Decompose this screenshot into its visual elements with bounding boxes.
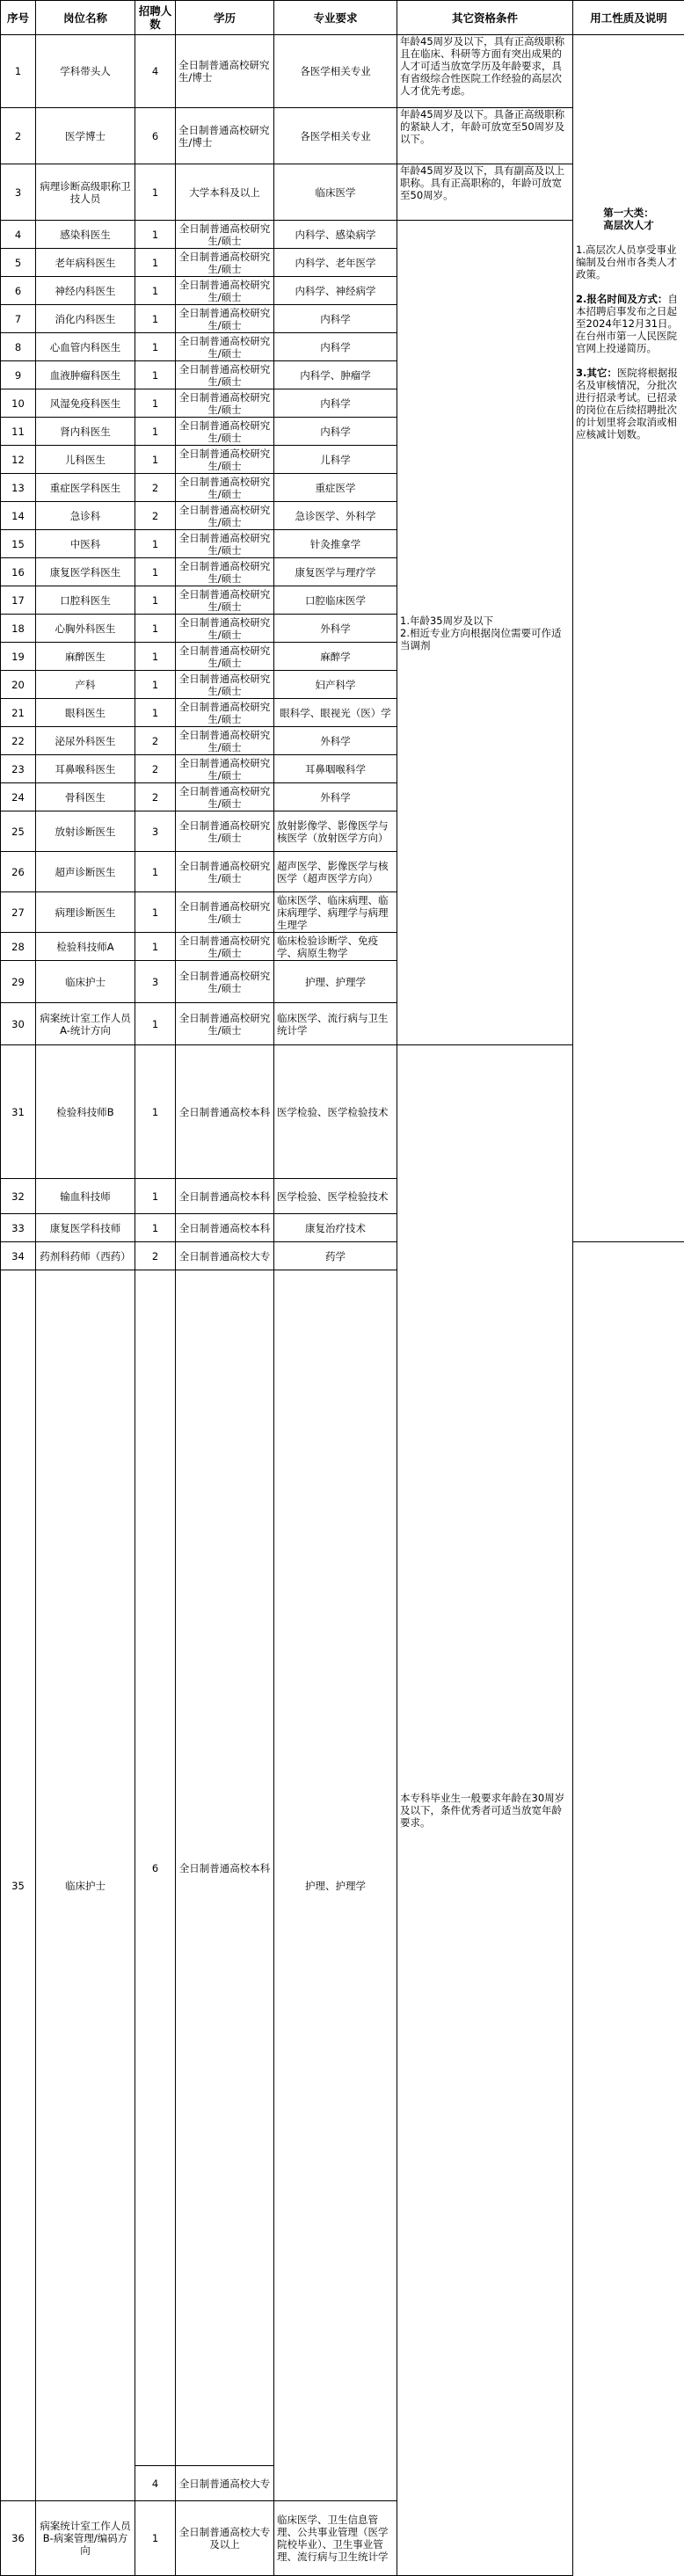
header-count: 招聘人数 xyxy=(135,1,176,35)
cell-edu: 全日制普通高校研究生/硕士 xyxy=(176,221,274,249)
cell-edu: 全日制普通高校研究生/硕士 xyxy=(176,446,274,474)
cell-count: 1 xyxy=(135,418,176,446)
cell-seq: 1 xyxy=(1,35,36,108)
cell-count: 1 xyxy=(135,671,176,699)
cell-seq: 25 xyxy=(1,811,36,852)
cell-count: 1 xyxy=(135,586,176,615)
cell-count: 1 xyxy=(135,892,176,933)
cell-edu: 全日制普通高校研究生/硕士 xyxy=(176,755,274,783)
cell-seq: 12 xyxy=(1,446,36,474)
cell-count: 1 xyxy=(135,852,176,892)
cell-name: 康复医学科医生 xyxy=(36,558,135,586)
cell-edu: 全日制普通高校研究生/硕士 xyxy=(176,727,274,755)
note-category-1 xyxy=(573,35,684,1242)
cell-edu: 全日制普通高校研究生/硕士 xyxy=(176,615,274,643)
cell-major: 医学检验、医学检验技术 xyxy=(274,1045,397,1179)
cell-seq: 4 xyxy=(1,221,36,249)
cell-name: 血液肿瘤科医生 xyxy=(36,361,135,389)
cell-seq: 7 xyxy=(1,305,36,333)
cell-name: 输血科技师 xyxy=(36,1179,135,1214)
cell-major: 麻醉学 xyxy=(274,643,397,671)
note-cat1-title: 第一大类： 高层次人才 xyxy=(576,207,681,231)
cell-edu: 全日制普通高校研究生/硕士 xyxy=(176,892,274,933)
cell-major: 内科学、感染病学 xyxy=(274,221,397,249)
cell-other: 年龄45周岁及以下，具有副高及以上职称。具有正高职称的，年龄可放宽至50周岁。 xyxy=(397,164,573,221)
cell-count: 1 xyxy=(135,643,176,671)
cell-count: 1 xyxy=(135,249,176,277)
note-cat1-p3-text: 医院将根据报名及审核情况，分批次进行招录考试。已招录的岗位在后续招聘批次的计划里将会取消或相应核减计划数。 xyxy=(576,367,678,440)
cell-edu: 全日制普通高校本科 xyxy=(176,1270,274,2466)
cell-name: 麻醉医生 xyxy=(36,643,135,671)
cell-major: 内科学、神经病学 xyxy=(274,277,397,305)
cell-name: 康复医学科技师 xyxy=(36,1214,135,1242)
note-cat1-p2-label: 2.报名时间及方式： xyxy=(576,293,667,305)
cell-name: 儿科医生 xyxy=(36,446,135,474)
cell-seq: 30 xyxy=(1,1003,36,1045)
cell-edu: 全日制普通高校研究生/硕士 xyxy=(176,933,274,961)
cell-count: 1 xyxy=(135,389,176,418)
cell-edu: 全日制普通高校大专及以上 xyxy=(176,2501,274,2576)
cell-count: 3 xyxy=(135,961,176,1003)
cell-seq: 10 xyxy=(1,389,36,418)
cell-name: 学科带头人 xyxy=(36,35,135,108)
cell-edu: 全日制普通高校研究生/硕士 xyxy=(176,783,274,811)
cell-seq: 20 xyxy=(1,671,36,699)
cell-name: 口腔科医生 xyxy=(36,586,135,615)
cell-count: 1 xyxy=(135,1214,176,1242)
cell-name: 产科 xyxy=(36,671,135,699)
cell-seq: 13 xyxy=(1,474,36,502)
cell-seq: 31 xyxy=(1,1045,36,1179)
cell-edu: 全日制普通高校研究生/硕士 xyxy=(176,305,274,333)
cell-name: 泌尿外科医生 xyxy=(36,727,135,755)
cell-count: 1 xyxy=(135,446,176,474)
cell-major: 各医学相关专业 xyxy=(274,35,397,108)
cell-major: 护理、护理学 xyxy=(274,1270,397,2501)
cell-count: 1 xyxy=(135,1003,176,1045)
cell-edu: 全日制普通高校研究生/硕士 xyxy=(176,852,274,892)
header-major: 专业要求 xyxy=(274,1,397,35)
cell-edu: 全日制普通高校研究生/硕士 xyxy=(176,811,274,852)
cell-name: 肾内科医生 xyxy=(36,418,135,446)
cell-name: 心血管内科医生 xyxy=(36,333,135,361)
cell-edu: 全日制普通高校研究生/硕士 xyxy=(176,671,274,699)
cell-edu: 全日制普通高校研究生/硕士 xyxy=(176,389,274,418)
cell-count: 1 xyxy=(135,333,176,361)
cell-count: 2 xyxy=(135,783,176,811)
cell-major: 放射影像学、影像医学与核医学（放射医学方向） xyxy=(274,811,397,852)
cell-name: 药剂科药师（西药） xyxy=(36,1242,135,1270)
header-nature: 用工性质及说明 xyxy=(573,1,684,35)
cell-seq: 35 xyxy=(1,1270,36,2501)
cell-major: 内科学、肿瘤学 xyxy=(274,361,397,389)
cell-seq: 18 xyxy=(1,615,36,643)
cell-major: 口腔临床医学 xyxy=(274,586,397,615)
cell-name: 消化内科医生 xyxy=(36,305,135,333)
cell-major: 重症医学 xyxy=(274,474,397,502)
cell-seq: 6 xyxy=(1,277,36,305)
note-cat1-p2-text: 自本招聘启事发布之日起至2024年12月31日。在台州市第一人民医院官网上投递简历。 xyxy=(576,293,678,354)
cell-name: 风湿免疫科医生 xyxy=(36,389,135,418)
table-row xyxy=(1,2501,684,2576)
cell-name: 放射诊断医生 xyxy=(36,811,135,852)
header-edu: 学历 xyxy=(176,1,274,35)
cell-count: 2 xyxy=(135,502,176,530)
cell-major: 药学 xyxy=(274,1242,397,1270)
cell-edu: 全日制普通高校大专 xyxy=(176,2466,274,2501)
cell-name: 骨科医生 xyxy=(36,783,135,811)
header-other: 其它资格条件 xyxy=(397,1,573,35)
cell-count: 4 xyxy=(135,35,176,108)
note-cat1-p3 xyxy=(576,367,681,440)
cell-edu: 全日制普通高校研究生/硕士 xyxy=(176,277,274,305)
cell-edu: 全日制普通高校大专 xyxy=(176,1242,274,1270)
cell-edu: 全日制普通高校本科 xyxy=(176,1045,274,1179)
cell-edu: 全日制普通高校研究生/博士 xyxy=(176,108,274,164)
cell-seq: 24 xyxy=(1,783,36,811)
cell-count: 3 xyxy=(135,811,176,852)
cell-count: 2 xyxy=(135,474,176,502)
cell-seq: 15 xyxy=(1,530,36,558)
cell-name: 耳鼻喉科医生 xyxy=(36,755,135,783)
cell-seq: 27 xyxy=(1,892,36,933)
cell-major: 急诊医学、外科学 xyxy=(274,502,397,530)
cell-seq: 11 xyxy=(1,418,36,446)
table-row xyxy=(1,1270,684,2466)
cell-major: 各医学相关专业 xyxy=(274,108,397,164)
header-name: 岗位名称 xyxy=(36,1,135,35)
cell-name: 医学博士 xyxy=(36,108,135,164)
cell-edu: 全日制普通高校研究生/硕士 xyxy=(176,361,274,389)
cell-edu: 全日制普通高校研究生/硕士 xyxy=(176,530,274,558)
cell-major: 儿科学 xyxy=(274,446,397,474)
cell-edu: 全日制普通高校研究生/硕士 xyxy=(176,1003,274,1045)
cell-name: 心胸外科医生 xyxy=(36,615,135,643)
cell-name: 中医科 xyxy=(36,530,135,558)
header-seq: 序号 xyxy=(1,1,36,35)
cell-count: 1 xyxy=(135,305,176,333)
cell-seq: 29 xyxy=(1,961,36,1003)
cell-count: 4 xyxy=(135,2466,176,2501)
cell-edu: 全日制普通高校研究生/硕士 xyxy=(176,961,274,1003)
cell-edu: 大学本科及以上 xyxy=(176,164,274,221)
note-cat1-p2 xyxy=(576,293,681,354)
cell-major: 临床医学 xyxy=(274,164,397,221)
cell-edu: 全日制普通高校研究生/硕士 xyxy=(176,699,274,727)
cell-seq: 36 xyxy=(1,2501,36,2576)
cell-seq: 33 xyxy=(1,1214,36,1242)
cell-seq: 3 xyxy=(1,164,36,221)
cell-name: 检验科技师A xyxy=(36,933,135,961)
cell-name: 检验科技师B xyxy=(36,1045,135,1179)
cell-count: 2 xyxy=(135,1242,176,1270)
cell-major: 临床检验诊断学、免疫学、病原生物学 xyxy=(274,933,397,961)
cell-seq: 21 xyxy=(1,699,36,727)
cell-count: 1 xyxy=(135,221,176,249)
cell-major: 内科学 xyxy=(274,389,397,418)
table-row xyxy=(1,1242,684,1270)
cell-seq: 28 xyxy=(1,933,36,961)
cell-seq: 26 xyxy=(1,852,36,892)
cell-count: 1 xyxy=(135,933,176,961)
cell-name: 感染科医生 xyxy=(36,221,135,249)
cell-edu: 全日制普通高校本科 xyxy=(176,1179,274,1214)
cell-seq: 22 xyxy=(1,727,36,755)
cell-major: 耳鼻咽喉科学 xyxy=(274,755,397,783)
cell-major: 临床医学、流行病与卫生统计学 xyxy=(274,1003,397,1045)
cell-seq: 9 xyxy=(1,361,36,389)
cell-count: 1 xyxy=(135,1045,176,1179)
cell-major: 康复治疗技术 xyxy=(274,1214,397,1242)
cell-edu: 全日制普通高校本科 xyxy=(176,1214,274,1242)
cell-major: 外科学 xyxy=(274,783,397,811)
cell-major: 临床医学、临床病理、临床病理学、病理学与病理生理学 xyxy=(274,892,397,933)
cell-name: 病理诊断医生 xyxy=(36,892,135,933)
cell-major: 超声医学、影像医学与核医学（超声医学方向） xyxy=(274,852,397,892)
cell-name: 临床护士 xyxy=(36,961,135,1003)
cell-seq: 16 xyxy=(1,558,36,586)
cell-major: 康复医学与理疗学 xyxy=(274,558,397,586)
cell-seq: 34 xyxy=(1,1242,36,1270)
cell-name: 眼科医生 xyxy=(36,699,135,727)
note-cat1-p1: 1.高层次人员享受事业编制及台州市各类人才政策。 xyxy=(576,244,681,280)
cell-edu: 全日制普通高校研究生/博士 xyxy=(176,35,274,108)
cell-name: 病案统计室工作人员A-统计方向 xyxy=(36,1003,135,1045)
cell-seq: 14 xyxy=(1,502,36,530)
cell-seq: 19 xyxy=(1,643,36,671)
cell-edu: 全日制普通高校研究生/硕士 xyxy=(176,558,274,586)
cell-count: 1 xyxy=(135,277,176,305)
cell-major: 眼科学、眼视光（医）学 xyxy=(274,699,397,727)
cell-count: 1 xyxy=(135,615,176,643)
cell-name: 临床护士 xyxy=(36,1270,135,2501)
cell-major: 外科学 xyxy=(274,727,397,755)
cell-name: 神经内科医生 xyxy=(36,277,135,305)
cell-count: 1 xyxy=(135,2501,176,2576)
cell-major: 外科学 xyxy=(274,615,397,643)
cell-other: 年龄45周岁及以下。具备正高级职称的紧缺人才，年龄可放宽至50周岁及以下。 xyxy=(397,108,573,164)
masters-conditions-text: 1.年龄35周岁及以下 2.相近专业方向根据岗位需要可作适当调剂 xyxy=(400,615,570,651)
cell-seq: 23 xyxy=(1,755,36,783)
cell-edu: 全日制普通高校研究生/硕士 xyxy=(176,643,274,671)
cell-name: 病案统计室工作人员B-病案管理/编码方向 xyxy=(36,2501,135,2576)
cell-count: 1 xyxy=(135,699,176,727)
cell-major: 针灸推拿学 xyxy=(274,530,397,558)
header-row xyxy=(1,1,684,35)
table-row xyxy=(1,35,684,108)
cell-count: 1 xyxy=(135,530,176,558)
cell-other: 年龄45周岁及以下，具有正高级职称且在临床、科研等方面有突出成果的人才可适当放宽学历及年龄要求，具有省级综合性医院工作经验的高层次人才优先考虑。 xyxy=(397,35,573,108)
cell-seq: 17 xyxy=(1,586,36,615)
cell-name: 急诊科 xyxy=(36,502,135,530)
cell-major: 内科学、老年医学 xyxy=(274,249,397,277)
cell-major: 护理、护理学 xyxy=(274,961,397,1003)
cell-edu: 全日制普通高校研究生/硕士 xyxy=(176,586,274,615)
cell-seq: 5 xyxy=(1,249,36,277)
cell-major: 医学检验、医学检验技术 xyxy=(274,1179,397,1214)
cell-other-masters-group xyxy=(397,221,573,1045)
cell-seq: 8 xyxy=(1,333,36,361)
cell-count: 1 xyxy=(135,361,176,389)
cell-count: 1 xyxy=(135,1179,176,1214)
cell-major: 妇产科学 xyxy=(274,671,397,699)
cell-name: 老年病科医生 xyxy=(36,249,135,277)
cell-edu: 全日制普通高校研究生/硕士 xyxy=(176,502,274,530)
cell-count: 6 xyxy=(135,108,176,164)
cell-major: 临床医学、卫生信息管理、公共事业管理（医学院校毕业）、卫生事业管理、流行病与卫生统计学 xyxy=(274,2501,397,2576)
cell-major: 内科学 xyxy=(274,305,397,333)
cell-count: 2 xyxy=(135,755,176,783)
cell-count: 6 xyxy=(135,1270,176,2466)
cell-major: 内科学 xyxy=(274,418,397,446)
cell-count: 2 xyxy=(135,727,176,755)
cell-name: 重症医学科医生 xyxy=(36,474,135,502)
cell-other-contract-group: 本专科毕业生一般要求年龄在30周岁及以下，条件优秀者可适当放宽年龄要求。 xyxy=(397,1045,573,2576)
cell-edu: 全日制普通高校研究生/硕士 xyxy=(176,249,274,277)
cell-count: 1 xyxy=(135,558,176,586)
cell-count: 1 xyxy=(135,164,176,221)
cell-edu: 全日制普通高校研究生/硕士 xyxy=(176,333,274,361)
cell-major: 内科学 xyxy=(274,333,397,361)
cell-seq: 32 xyxy=(1,1179,36,1214)
note-cat1-p3-label: 3.其它： xyxy=(576,367,617,379)
cell-name: 病理诊断高级职称卫技人员 xyxy=(36,164,135,221)
cell-name: 超声诊断医生 xyxy=(36,852,135,892)
cell-edu: 全日制普通高校研究生/硕士 xyxy=(176,474,274,502)
cell-seq: 2 xyxy=(1,108,36,164)
cell-edu: 全日制普通高校研究生/硕士 xyxy=(176,418,274,446)
